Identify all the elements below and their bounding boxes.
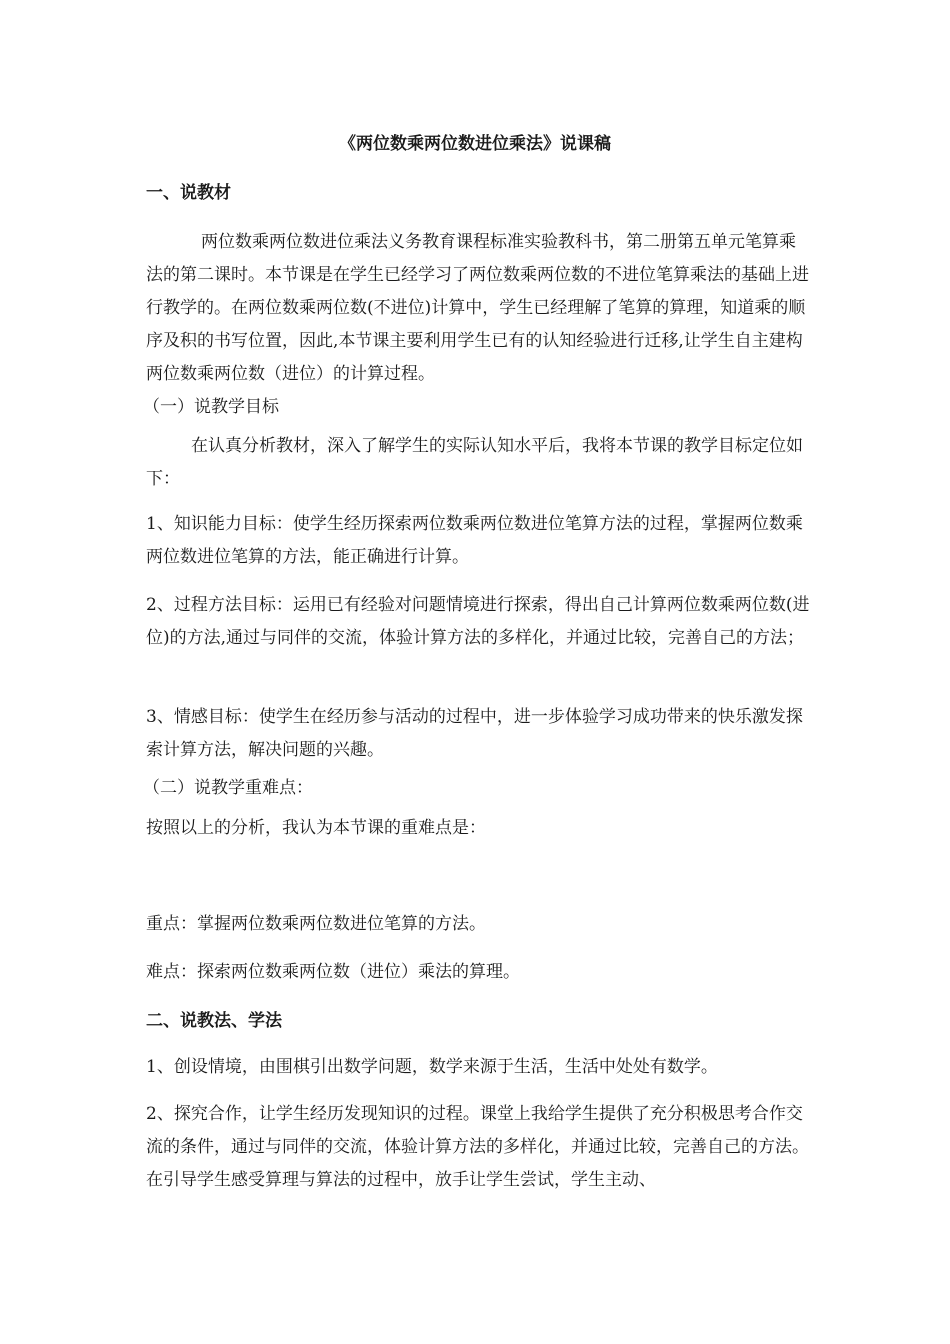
document-title: 《两位数乘两位数进位乘法》说课稿 — [339, 134, 611, 154]
paragraph-method-cooperation: 2、探究合作，让学生经历发现知识的过程。课堂上我给学生提供了充分积极思考合作交流的条件，通过与同伴的交流，体验计算方法的多样化，并通过比较，完善自己的方法。在引导学生感受算理与算法的过程中，放手让学生尝试，学生主动、 — [146, 1104, 809, 1190]
paragraph-goal-emotion: 3、情感目标：使学生在经历参与活动的过程中，进一步体验学习成功带来的快乐激发探索计算方法，解决问题的兴趣。 — [146, 707, 803, 760]
paragraph-key-point: 重点：掌握两位数乘两位数进位笔算的方法。 — [146, 914, 486, 934]
paragraph-material-intro: 两位数乘两位数进位乘法义务教育课程标准实验教科书，第二册第五单元笔算乘法的第二课时。本节课是在学生已经学习了两位数乘两位数的不进位笔算乘法的基础上进行教学的。在两位数乘两位数(不进位)计算中，学生已经理解了笔算的算理，知道乘的顺序及积的书写位置，因此,本节课主要利用学生已有的认知经验进行迁移,让学生自主建构两位数乘两位数（进位）的计算过程。 — [146, 232, 809, 384]
paragraph-method-context: 1、创设情境，由围棋引出数学问题，数学来源于生活，生活中处处有数学。 — [146, 1057, 718, 1077]
paragraph-difficult-point: 难点：探索两位数乘两位数（进位）乘法的算理。 — [146, 962, 520, 982]
paragraph-points-intro: 按照以上的分析，我认为本节课的重难点是： — [146, 818, 486, 838]
subheading-teaching-goals: （一）说教学目标 — [143, 397, 279, 417]
subheading-key-difficult-points: （二）说教学重难点： — [143, 778, 313, 798]
section-heading-teaching-material: 一、说教材 — [146, 183, 231, 203]
paragraph-goals-intro: 在认真分析教材，深入了解学生的实际认知水平后，我将本节课的教学目标定位如下： — [146, 436, 803, 489]
section-heading-methods: 二、说教法、学法 — [146, 1011, 282, 1031]
paragraph-goal-knowledge: 1、知识能力目标：使学生经历探索两位数乘两位数进位笔算方法的过程，掌握两位数乘两位数进位笔算的方法，能正确进行计算。 — [146, 514, 803, 567]
paragraph-goal-process: 2、过程方法目标：运用已有经验对问题情境进行探索，得出自己计算两位数乘两位数(进位)的方法,通过与同伴的交流，体验计算方法的多样化，并通过比较，完善自己的方法； — [146, 595, 810, 648]
